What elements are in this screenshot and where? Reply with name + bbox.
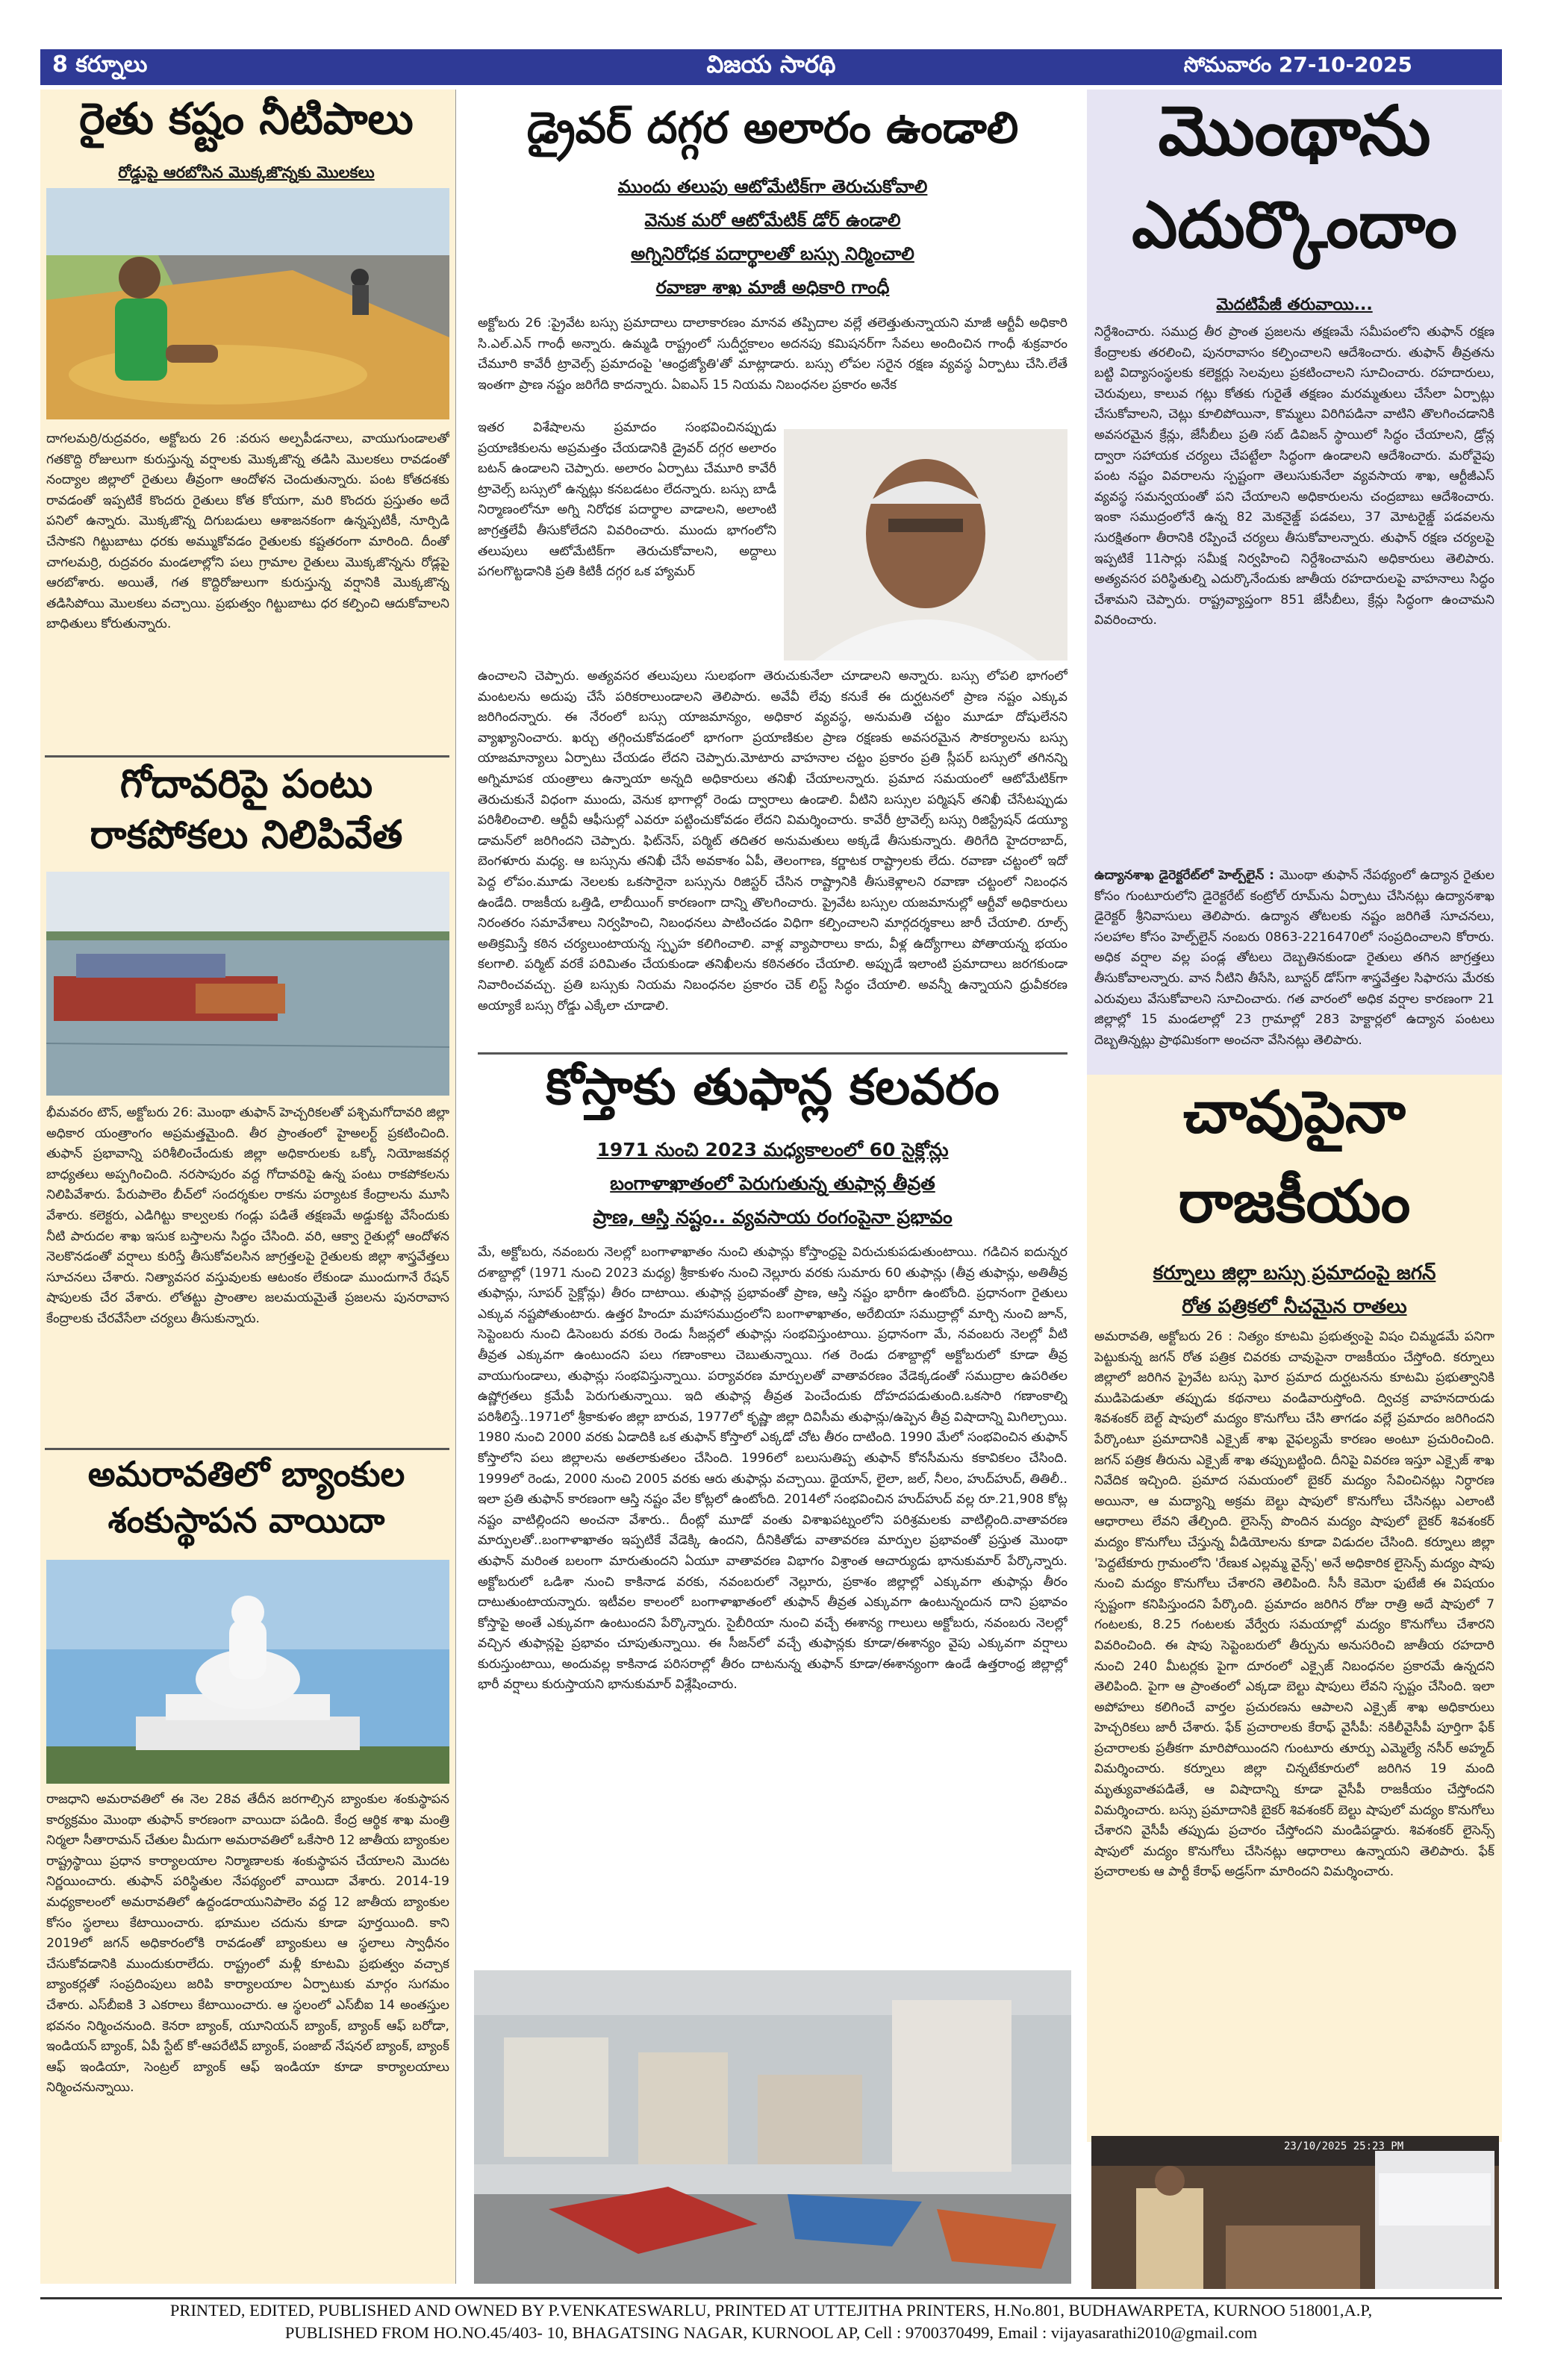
imprint-line-1: PRINTED, EDITED, PUBLISHED AND OWNED BY P.VENKATESWARLU, PRINTED AT UTTEJITHA PRINTERS, H.No.801, BUDHAWARPETA, KURNOO 518001,A.P, <box>169 2301 1373 2320</box>
section-divider <box>478 1052 1067 1055</box>
cyclone-body: మే, అక్టోబరు, నవంబరు నెలల్లో బంగాళాఖాతం నుంచి తుఫాన్లు కోస్తాంధ్రపై విరుచుకుపడుతుంటాయి. గడిచిన ఐదున్నర దశాబ్దాల్లో (1971 నుంచి 2023 మధ్య) శ్రీకాకుళం నుంచి నెల్లూరు వరకు సుమారు 60 తుఫాన్లు (తీవ్ర తుఫాన్లు, అతితీవ్ర తుఫాన్లు, సూపర్ సైక్లోన్లు) తీరం దాటాయి. తుఫాన్ల ప్రభావంతో ప్రాణ, ఆస్తి నష్టం భారీగా ఉంటోంది. ప్రధానంగా రైతులు ఎక్కువ నష్టపోతుంటారు. ఉత్తర హిందూ మహాసముద్రంలోని బంగాళాఖాతం, అరేబియా సముద్రాల్లో మార్చి నుంచి జూన్, సెప్టెంబరు నుంచి డిసెంబరు వరకు రెండు సీజన్లలో తుఫాన్లు సంభవిస్తుంటాయి. ప్రధానంగా మే, నవంబరు నెలల్లో వీటి తీవ్రత ఎక్కువగా ఉంటుందని పలు గణాంకాలు చెబుతున్నాయి. గత రెండు దశాబ్దాల్లో అక్టోబరులో కూడా తీవ్ర వాయుగుండాలు, తుఫాన్లు సంభవిస్తున్నాయి. పర్యావరణ మార్పులతో వాతావరణం వేడెక్కడంతో సముద్రాల ఉపరితల ఉష్ణోగ్రతలు క్రమేపీ పెరుగుతున్నాయి. ఇది తుఫాన్ల తీవ్రత పెంచేందుకు దోహదపడుతుంది.ఒకసారి గణాంకాల్ని పరిశీలిస్తే..1971లో శ్రీకాకుళం జిల్లా బారువ, 1977లో కృష్ణా జిల్లా దివిసీమ తుఫాన్లు/ఉప్పెన తీవ్ర విషాదాన్ని మిగిల్చాయి. 1980 నుంచి 2000 వరకు ఏడాదికి ఒక తుఫాన్ కోస్తాలో ఎక్కడో చోట తీరం దాటింది. 1990 మేలో సంభవించిన తుఫాన్ కోస్తాలోని పలు జిల్లాలను అతలాకుతలం చేసింది. 1996లో బలుసుతిప్ప తుఫాన్ కోనసీమను కకావికలం చేసింది. 1999లో రెండు, 2000 నుంచి 2005 వరకు ఆరు తుఫాన్లు వచ్చాయి. థైయాన్, లైలా, జల్, నీలం, హుద్‌హుద్, తితిలీ.. ఇలా ప్రతి తుఫాన్ కారణంగా ఆస్తి నష్టం వేల కోట్లలో ఉంటోంది. 2014లో సంభవించిన హుద్‌హుద్ వల్ల రూ.21,908 కోట్ల నష్టం వాటిల్లిందని అంచనా వేశారు.. దీంట్లో మూడో వంతు విశాఖపట్నంలోని పరిశ్రమలకు వాటిల్లింది.వాతావరణ మార్పులతో..బంగాళాఖాతం ఇప్పటికే వేడెక్కి ఉందని, దీనికితోడు వాతావరణ మార్పుల ప్రభావంతో ప్రస్తుత మొంథా తుఫాన్ మరింత బలంగా మారుతుందని ఏయూ వాతావరణ విభాగం విశ్రాంత ఆచార్యుడు భానుకుమార్ పేర్కొన్నారు. అక్టోబరులో ఒడిశా నుంచి కాకినాడ వరకు, నవంబరులో నెల్లూరు, ప్రకాశం జిల్లాల్లో ఎక్కువగా తుఫాన్లు తీరం దాటుతుంటాయన్నారు. ఇటీవల కాలంలో బంగాళాఖాతంలో తుఫాన్ తీవ్రత ఎక్కువగా ఉంటున్నందున దాని ప్రభావం కోస్తాపై అంతే ఎక్కువగా ఉంటుందని పేర్కొన్నారు. సైబీరియా నుంచి వచ్చే ఈశాన్య గాలులు అక్టోబరు, నవంబరు నెలల్లో వచ్చిన తుఫాన్లపై ప్రభావం చూపుతున్నాయి. ఈ సీజన్‌లో వచ్చే తుఫాన్లకు కూడా/ఈశాన్యం వైపు ఎక్కువగా వర్షాలు కురుస్తుంటాయి, అందువల్ల కాకినాడ పరిసరాల్లో తీరం దాటనున్న తుఫాన్ కూడా/ఈశాన్యంగా ఉండే ఉత్తరాంధ్ర జిల్లాల్లో భారీ వర్షాలు కురుస్తాయని భానుకుమార్ విశ్లేషించారు. <box>478 1245 1067 1693</box>
godavari-body: భీమవరం టౌన్, అక్టోబరు 26: మొంథా తుఫాన్ హెచ్చరికలతో పశ్చిమగోదావరి జిల్లా అధికార యంత్రాంగం అప్రమత్తమైంది. తీర ప్రాంతంలో హైఅలర్ట్ ప్రకటించింది. తుఫాన్ ప్రభావాన్ని పరిశీలించేందుకు జిల్లా అధికారులకు ఒక్కో నియోజకవర్గ బాధ్యతలు అప్పగించింది. నరసాపురం వద్ద గోదావరిపై ఉన్న పంటు రాకపోకలను నిలిపివేశారు. పేరుపాలెం బీచ్‌లో సందర్శకుల రాకను పర్యాటక కేంద్రాలను మూసి వేశారు. కలెక్టరు, ఎడిగిట్టు కాల్వలకు గండ్లు పడితే తక్షణమే అడ్డుకట్ట వేసేందుకు నీటి పారుదల శాఖ ఇసుక బస్తాలను సిద్ధం చేసింది. వరి, ఆక్వా రైతుల్లో ఆందోళన నెలకొనడంతో వర్షాలు కురిస్తే తీసుకోవలసిన జాగ్రత్తలపై రైతులకు జిల్లా శాస్త్రవేత్తలు సూచనలు చేశారు. నిత్యావసర వస్తువులకు ఆటంకం లేకుండా ముందుగానే రేషన్ షాపులకు చేర వేశారు. లోతట్టు ప్రాంతాల జలమయమైతే ప్రజలను పునరావాస కేంద్రాలకు చేరవేసేలా చర్యలు తీసుకున్నారు. <box>46 1105 449 1326</box>
banks-body: రాజధాని అమరావతిలో ఈ నెల 28వ తేదీన జరగాల్సిన బ్యాంకుల శంకుస్థాపన కార్యక్రమం మొంథా తుఫాన్ కారణంగా వాయిదా పడింది. కేంద్ర ఆర్థిక శాఖ మంత్రి నిర్మలా సీతారామన్ చేతుల మీదుగా అమరావతిలో ఒకేసారి 12 జాతీయ బ్యాంకుల రాష్ట్రస్థాయి ప్రధాన కార్యాలయాల నిర్మాణాలకు శంకుస్థాపన చేయాలని మొదట నిర్ణయించారు. తుఫాన్ పరిస్థితుల నేపథ్యంలో వాయిదా వేశారు. 2014-19 మధ్యకాలంలో అమరావతిలో ఉద్దండరాయునిపాలెం వద్ద 12 జాతీయ బ్యాంకుల కోసం స్థలాలు కేటాయించారు. భూముల చదును కూడా పూర్తయింది. కాని 2019లో జగన్ అధికారంలోకి రావడంతో బ్యాంకులు ఆ స్థలాలు స్వాధీనం చేసుకోవడానికి ముందుకురాలేదు. రాష్ట్రంలో మళ్లీ కూటమి ప్రభుత్వం వచ్చాక బ్యాంకర్లతో సంప్రదింపులు జరిపి కార్యాలయాల ఏర్పాటుకు మార్గం సుగమం చేశారు. ఎస్‌బీఐకి 3 ఎకరాలు కేటాయించారు. ఆ స్థలంలో ఎస్‌బీఐ 14 అంతస్తుల భవనం నిర్మించనుంది. కెనరా బ్యాంక్, యూనియన్ బ్యాంక్, బ్యాంక్ ఆఫ్ బరోడా, ఇండియన్ బ్యాంక్, ఏపీ స్టేట్ కో-ఆపరేటివ్ బ్యాంక్, పంజాబ్ నేషనల్ బ్యాంక్, బ్యాంక్ ఆఫ్ ఇండియా, సెంట్రల్ బ్యాంక్ ఆఫ్ ఇండియా కూడా కార్యాలయాలు నిర్మించనున్నాయి. <box>46 1792 449 2096</box>
helpline-lead: ఉద్యానశాఖ డైరెక్టరేట్‌లో హెల్ప్‌లైన్ : <box>1094 868 1279 883</box>
farmer-photo <box>46 188 449 419</box>
helpline-text: మొంథా తుఫాన్ నేపథ్యంలో ఉద్యాన రైతుల కోసం గుంటూరులోని డైరెక్టరేట్ కంట్రోల్ రూమ్‌ను ఏర్పాటు చేసినట్లు ఉద్యానశాఖ డైరెక్టర్ శ్రీనివాసులు తెలిపారు. ఉద్యాన తోటలకు నష్టం జరిగితే సూచనలు, సలహాల కోసం హెల్ప్‌లైన్ నంబరు 0863-2216470లో సంప్రదించాలని కోరారు. అధిక వర్షాల వల్ల పండ్ల తోటలు దెబ్బతినకుండా రైతులు తగిన జాగ్రత్తలు తీసుకోవాలన్నారు. వాన నీటిని తీసేసి, బూస్టర్ డోస్‌గా శాస్త్రవేత్తల సిఫారసు మేరకు ఎరువులు వేసుకోవాలని సూచించారు. గత వారంలో అధిక వర్షాల కారణంగా 21 జిల్లాల్లో 15 మండలాల్లో 23 గ్రామాల్లో 283 హెక్టార్లలో ఉద్యాన పంటలు దెబ్బతిన్నట్లు ప్రాథమికంగా అంచనా వేసినట్లు తెలిపారు. <box>1094 868 1494 1048</box>
official-portrait-photo <box>784 429 1067 660</box>
farmer-subhead: రోడ్డుపై ఆరబోసిన మొక్కజొన్నకు మొలకలు <box>118 163 375 181</box>
driver-subhead-1: ముందు తలుపు ఆటోమేటిక్‌గా తెరుచుకోవాలి <box>617 176 928 197</box>
montha-subhead: మెదటిపేజీ తరువాయి... <box>1216 296 1373 314</box>
godavari-headline-line2: రాకపోకలు నిలిపివేత <box>90 812 403 858</box>
page-header <box>40 49 1502 85</box>
page-number-label: 8 కర్నూలు <box>52 51 148 78</box>
politics-body: అమరావతి, అక్టోబరు 26 : నిత్యం కూటమి ప్రభుత్వంపై విషం చిమ్మడమే పనిగా పెట్టుకున్న జగన్ రోత పత్రిక చివరకు చావుపైనా రాజకీయం చేస్తోంది. కర్నూలు జిల్లాలో జరిగిన ప్రైవేట బస్సు ఘోర ప్రమాద దుర్ఘటనను కూటమి ప్రభుత్వానికి ముడిపెడుతూ తప్పుడు కథనాలు వండివారుస్తోంది. ద్విచక్ర వాహనదారుడు శివశంకర్ బెల్ట్ షాపులో మద్యం కొనుగోలు చేసి తాగడం వల్లే ప్రమాదం జరిగిందని పేర్కొంటూ ప్రమాదానికి ఎక్సైజ్ శాఖ వైఫల్యమే కారణం అంటూ ప్రచురించింది. జగన్ పత్రిక తీరును ఎక్సైజ్ శాఖ తప్పుబట్టింది. దీనిపై వివరణ ఇస్తూ ఎక్సైజ్ శాఖ నివేదిక ఇచ్చింది. ప్రమాద సమయంలో బైకర్ మద్యం సేవించినట్లు నిర్ధారణ అయినా, ఆ మద్యాన్ని అక్రమ బెల్టు షాపులో కొనుగోలు చేసినట్లు ఎలాంటి ఆధారాలు లేవని తేల్చింది. లైసెన్స్ పొందిన మద్యం షాపులో బైకర్ శివశంకర్ మద్యం కొనుగోలు చేస్తున్న వీడియోలను కూడా విడుదల చేసింది. కర్నూలు జిల్లా 'పెద్దటేకూరు గ్రామంలోని 'రేణుక ఎల్లమ్మ వైన్స్' అనే అధికారిక లైసెన్స్ మద్యం షాపు నుంచి మద్యం కొనుగోలు చేశారని తెలిపింది. సీసీ కెమెరా ఫుటేజీ ఈ విషయం స్పష్టంగా కనిపిస్తుందని పేర్కొంది. ప్రమాదం జరిగిన రోజు రాత్రి అదే షాపులో 7 గంటలకు, 8.25 గంటలకు వేర్వేరు సమయాల్లో మద్యం కొనుగోలు చేశారని వివరించింది. ఈ షాపు సెప్టెంబరులో తీర్పును అనుసరించి జాతీయ రహదారి నుంచి 240 మీటర్లకు పైగా దూరంలో ఎక్సైజ్ నిబంధనల ప్రకారమే ఉన్నదని తెలిపింది. పైగా ఆ ప్రాంతంలో ఎక్కడా బెల్టు షాపులు లేవని స్పష్టం చేసింది. ఇలా అపోహలు కలిగించే వార్తల ప్రచురణను ఆపాలని ఎక్సైజ్ శాఖ అధికారులు హెచ్చరికలు జారీ చేశారు. ఫేక్ ప్రచారాలకు కేరాఫ్ వైసీపీ: నకిలీవైసీపీ పూర్తిగా ఫేక్ ప్రచారాలకు ప్రతీకగా మారిపోయిందని గుంటూరు తూర్పు ఎమ్మెల్యే నసీర్ అహ్మద్ విమర్శించారు. కర్నూలు జిల్లా చిన్నటేకూరులో జరిగిన 19 మంది మృత్యువాతపడితే, ఆ విషాదాన్ని కూడా వైసీపీ రాజకీయం చేస్తోందని విమర్శించారు. బస్సు ప్రమాదానికి బైకర్ శివశంకర్ బెల్టు షాపులో మద్యం కొనుగోలు చేశారని వైసీపీ తప్పుడు ప్రచారం చేస్తోందని మండిపడ్డారు. శివశంకర్ లైసెన్స్ షాపులో మద్యం కొనుగోలు చేసినట్లు ఆధారాలు ఉన్నాయని తెలిపారు. ఫేక్ ప్రచారాలకు ఆ పార్టీ కేరాఫ్ అడ్రస్‌గా మారిందని విమర్శించారు. <box>1094 1329 1494 1880</box>
cyclone-subhead-2: బంగాళాఖాతంలో పెరుగుతున్న తుఫాన్ల తీవ్రత <box>610 1172 935 1194</box>
cctv-footage-photo <box>1091 2136 1499 2289</box>
imprint-footer <box>40 2297 1502 2367</box>
driver-subhead-3: అగ్నినిరోధక పదార్థాలతో బస్సు నిర్మించాలి <box>631 243 914 264</box>
cyclone-subhead-3: ప్రాణ, ఆస్తి నష్టం.. వ్యవసాయ రంగంపైనా ప్రభావం <box>593 1206 953 1228</box>
politics-subhead-1: కర్నూలు జిల్లా బస్సు ప్రమాదంపై జగన్ <box>1153 1262 1436 1284</box>
godavari-headline-line1: గోదావరిపై పంటు <box>119 761 373 807</box>
politics-headline-line1: చావుపైనా <box>1183 1078 1406 1146</box>
driver-body-top: అక్టోబరు 26 :ప్రైవేట బస్సు ప్రమాదాలు దాలాకారణం మానవ తప్పిదాల వల్లే తలెత్తుతున్నాయని మాజీ ఆర్టీవీ అధికారి సి.ఎల్.ఎన్ గాంధీ అన్నారు. ఉమ్మడి రాష్ట్రంలో సుదీర్ఘకాలం అదనపు కమిషనర్‌గా సేవలు అందించిన గాంధీ శుక్రవారం చేమూరి కావేరీ ట్రావెల్స్ ప్రమాదంపై 'ఆంధ్రజ్యోతి'తో మాట్లాడారు. బస్సు లోపల సరైన రక్షణ వ్యవస్థ ఏర్పాటు చేసి.లేతే ఇంతగా ప్రాణ నష్టం జరిగేది కాదన్నారు. ఏఐఎస్ 15 నియమ నిబంధనల ప్రకారం అనేక <box>478 316 1067 393</box>
amaravati-buddha-photo <box>46 1560 449 1784</box>
driver-body-bottom: ఉంచాలని చెప్పారు. అత్యవసర తలుపులు సులభంగా తెరుచుకునేలా చూడాలని అన్నారు. బస్సు లోపలి భాగంలో మంటలను అదుపు చేసే పరికరాలుండాలని తెలిపారు. అవేవీ లేవు కనుకే ఈ దుర్ఘటనలో ప్రాణ నష్టం ఎక్కువ జరిగిందన్నారు. ఈ నేరంలో బస్సు యాజమాన్యం, అధికార వ్యవస్థ, అనుమతి చట్టం మూడూ దోషులేనని వ్యాఖ్యానించారు. ఖర్చు తగ్గించుకోవడంలో భాగంగా ప్రయాణికుల ప్రాణ రక్షణకు అవసరమైన సౌకర్యాలను బస్సు యాజమాన్యాలు ఏర్పాటు చేయడం లేదని చెప్పారు.మోటారు వాహనాల చట్టం ప్రకారం ప్రతి స్లీపర్ బస్సులో తగినన్ని అగ్నిమాపక యంత్రాలు ఉన్నాయా అన్నది అధికారులు తనిఖీ చేయాలన్నారు. ప్రమాద సమయంలో ఆటోమేటిక్‌గా తెరుచుకునే విధంగా ముందు, వెనుక భాగాల్లో రెండు ద్వారాలు ఉండాలి. వీటిని బస్సుల పర్మిషన్ తనిఖీ చేసేటప్పుడు పరిశీలించాలి. ఆర్టీవీ ఆఫీసుల్లో ఎవరూ పట్టించుకోవడం లేదని విమర్శించారు. కావేరీ ట్రావెల్స్ బస్సు రిజిస్ట్రేషన్ డయ్యూ డామన్‌లో జరిగిందని చెప్పారు. ఫిట్‌నెస్, పర్మిట్ తదితర అనుమతులు అక్కడే తీసుకున్నారు. తిరిగేది హైదరాబాద్, బెంగళూరు మధ్య. ఆ బస్సును తనిఖీ చేసే అవకాశం ఏపీ, తెలంగాణ, కర్ణాటక రాష్ట్రాలకు లేదు. రవాణా చట్టంలో ఇదో పెద్ద లోపం.మూడు నెలలకు ఒకసారైనా బస్సును రిజిస్టర్ చేసిన రాష్ట్రానికి తీసుకెళ్లాలని రవాణా చట్టంలో నిబంధన ఉండేది. రాజకీయ ఒత్తిడి, లాబీయింగ్ కారణంగా దాన్ని తొలగించారు. ప్రైవేట బస్సుల యజమానుల్లో ఆర్టీవో అధికారులు నిరంతరం సమావేశాలు నిర్వహించి, నిబంధనలు పాటించడం విధిగా కల్పించాలని మార్గదర్శకాలు జారీ చేయాలి. రూల్స్ అతిక్రమిస్తే కఠిన చర్యలుంటాయన్న స్పృహ కలిగించాలి. వాళ్ల వ్యాపారాలు కాదు, వీళ్ల ఉద్యోగాలు పోతాయన్న భయం కలగాలి. పర్మిట్ వరకే పరిమితం చేయకుండా తనిఖీలను కఠినతరం చేయాలి. అప్పుడే ఇలాంటి ప్రమాదాలు జరగకుండా నివారించవచ్చు. ప్రతి బస్సుకు నియమ నిబంధనల ప్రకారం చెక్ లిస్ట్ సిద్ధం చేయాలి. అవన్నీ ఉన్నాయని ధ్రువీకరణ అయ్యాకే బస్సు రోడ్డు ఎక్కేలా చూడాలి. <box>478 669 1067 1013</box>
banks-headline-line1: అమరావతిలో బ్యాంకుల <box>87 1454 405 1494</box>
montha-body: నిర్దేశించారు. సముద్ర తీర ప్రాంత ప్రజలను తక్షణమే సమీపంలోని తుఫాన్ రక్షణ కేంద్రాలకు తరలించి, పునరావాసం కల్పించాలని ఆదేశించారు. తుఫాన్ తీవ్రతను బట్టి విద్యాసంస్థలకు కలెక్టర్లు సెలవులు ప్రకటించాలని సూచించారు. రహదారులు, చెరువులు, కాలువ గట్లు కోతకు గురైతే తక్షణం మరమ్మతులు చేసేలా ఏర్పాట్లు చేసుకోవాలని, చెట్లు కూలిపోయినా, కొమ్మలు విరిగిపడినా వాటిని తొలగించడానికి అవసరమైన క్రేన్లు, జేసీబీలు ప్రతి సబ్ డివిజన్ స్థాయిలో సిద్ధం చేయాలని, డ్రోన్ల ద్వారా సహాయక చర్యలు చేపట్టేలా సిద్ధంగా ఉండాలని ఆదేశించారు. మరోవైపు పంట నష్టం వివరాలను స్పష్టంగా తెలుసుకునేలా వ్యవసాయ శాఖ, ఆర్టీజీఎస్ వ్యవస్థ సమన్వయంతో పని చేయాలని అధికారులను చంద్రబాబు ఆదేశించారు. ఇంకా సముద్రంలోనే ఉన్న 82 మెకనైజ్డ్ పడవలు, 37 మోటరైజ్డ్ పడవలను సురక్షితంగా తీరానికి రప్పించే చర్యలు తీసుకోవాలన్నారు. తుఫాన్ రక్షణ చర్యలపై ఇప్పటికే 11సార్లు సమీక్ష నిర్వహించి నిర్దేశించామని అధికారులు తెలిపారు. అత్యవసర పరిస్థితుల్ని ఎదుర్కొనేందుకు జాతీయ రహదారులపై వాహనాలు సిద్ధం చేశామని చెప్పారు. రాష్ట్రవ్యాప్తంగా 851 జేసీబీలు, క్రేన్లు సిద్ధంగా ఉంచామని వివరించారు. <box>1094 325 1494 628</box>
banks-headline-line2: శంకుస్థాపన వాయిదా <box>107 1500 385 1540</box>
issue-date: సోమవారం 27-10-2025 <box>1183 52 1412 77</box>
cctv-timestamp: 23/10/2025 25:23 PM <box>1284 2140 1404 2152</box>
politics-subhead-2: రోత పత్రికలో నీచమైన రాతలు <box>1182 1296 1407 1318</box>
farmer-headline: రైతు కష్టం నీటిపాలు <box>79 93 414 144</box>
section-divider <box>45 1448 449 1450</box>
montha-headline-line1: మొంథాను <box>1158 90 1431 171</box>
driver-body-left: ఇతర విశేషాలను ప్రమాదం సంభవించినప్పుడు ప్రయాణికులను అప్రమత్తం చేయడానికి డ్రైవర్ దగ్గర అలారం బటన్ ఉండాలని చెప్పారు. అలారం ఏర్పాటు చేమూరి కావేరీ ట్రావెల్స్ బస్సులో ఉన్నట్లు కనబడటం లేదన్నారు. బస్సు బాడీ నిర్మాణంలోనూ అగ్ని నిరోధక పదార్థాల వాడాలని, అలాంటి జాగ్రత్తలేవీ తీసుకోలేదని వివరించారు. ముందు భాగంలోని తలుపులు ఆటోమేటిక్‌గా తెరుచుకోవాలని, అద్దాలు పగలగొట్టడానికి ప్రతి కిటికీ దగ్గర ఒక హ్యామర్ <box>478 420 776 580</box>
driver-subhead-2: వెనుక మరో ఆటోమేటిక్ డోర్ ఉండాలి <box>644 210 901 231</box>
montha-helpline-body <box>1094 866 1494 1075</box>
farmer-body: దాగలమర్రి/రుద్రవరం, అక్టోబరు 26 :వరుస అల్పపీడనాలు, వాయుగుండాలతో గతకొద్ది రోజులుగా కురుస్తున్న వర్షాలకు మొక్కజొన్న తడిసి మొలకలు రావడంతో నంద్యాల జిల్లాలో రైతులు తీవ్రంగా ఆందోళన చెందుతున్నారు. పంట కోతదశకు రావడంతో ఇప్పటికే కొందరు రైతులు కోత కోయగా, మరి కొందరు ప్రస్తుతం అదే పనిలో ఉన్నారు. మొక్కజొన్న దిగుబడులు ఆశాజనకంగా ఉన్నప్పటికీ, నూర్పిడి చేసాకని గిట్టుబాటు ధరకు అమ్ముకోవడం రైతులకు కష్టతరంగా మారింది. దీంతో చాగలమర్రి, రుద్రవరం మండలాల్లోని పలు గ్రామాల రైతులు మొక్కజొన్నను రోడ్లపై ఆరబోశారు. అయితే, గత కొద్దిరోజులుగా కురుస్తున్న వర్షానికి మొక్కజొన్న తడిసిపోయి మొలకలు వచ్చాయి. ప్రభుత్వం గిట్టుబాటు ధర కల్పించి ఆదుకోవాలని బాధితులు కోరుతున్నారు. <box>46 431 449 632</box>
driver-headline: డ్రైవర్ దగ్గర అలారం ఉండాలి <box>526 102 1019 153</box>
newspaper-name: విజయ సారథి <box>706 50 836 78</box>
cyclone-damage-photo <box>474 1970 1071 2284</box>
driver-subhead-4: రవాణా శాఖ మాజీ అధికారి గాంధీ <box>655 277 890 298</box>
section-divider <box>45 755 449 758</box>
imprint-line-2: PUBLISHED FROM HO.NO.45/403- 10, BHAGATSING NAGAR, KURNOOL AP, Cell : 9700370499, Email : vijayasarathi2010@gmail.com <box>284 2323 1258 2342</box>
cyclone-headline: కోస్తాకు తుఫాన్ల కలవరం <box>546 1058 1000 1116</box>
politics-headline-line2: రాజకీయం <box>1178 1168 1411 1236</box>
cyclone-subhead-1: 1971 నుంచి 2023 మధ్యకాలంలో 60 సైక్లోన్లు <box>596 1139 949 1161</box>
ferry-photo <box>46 872 449 1096</box>
montha-headline-line2: ఎదుర్కొందాం <box>1132 187 1457 263</box>
